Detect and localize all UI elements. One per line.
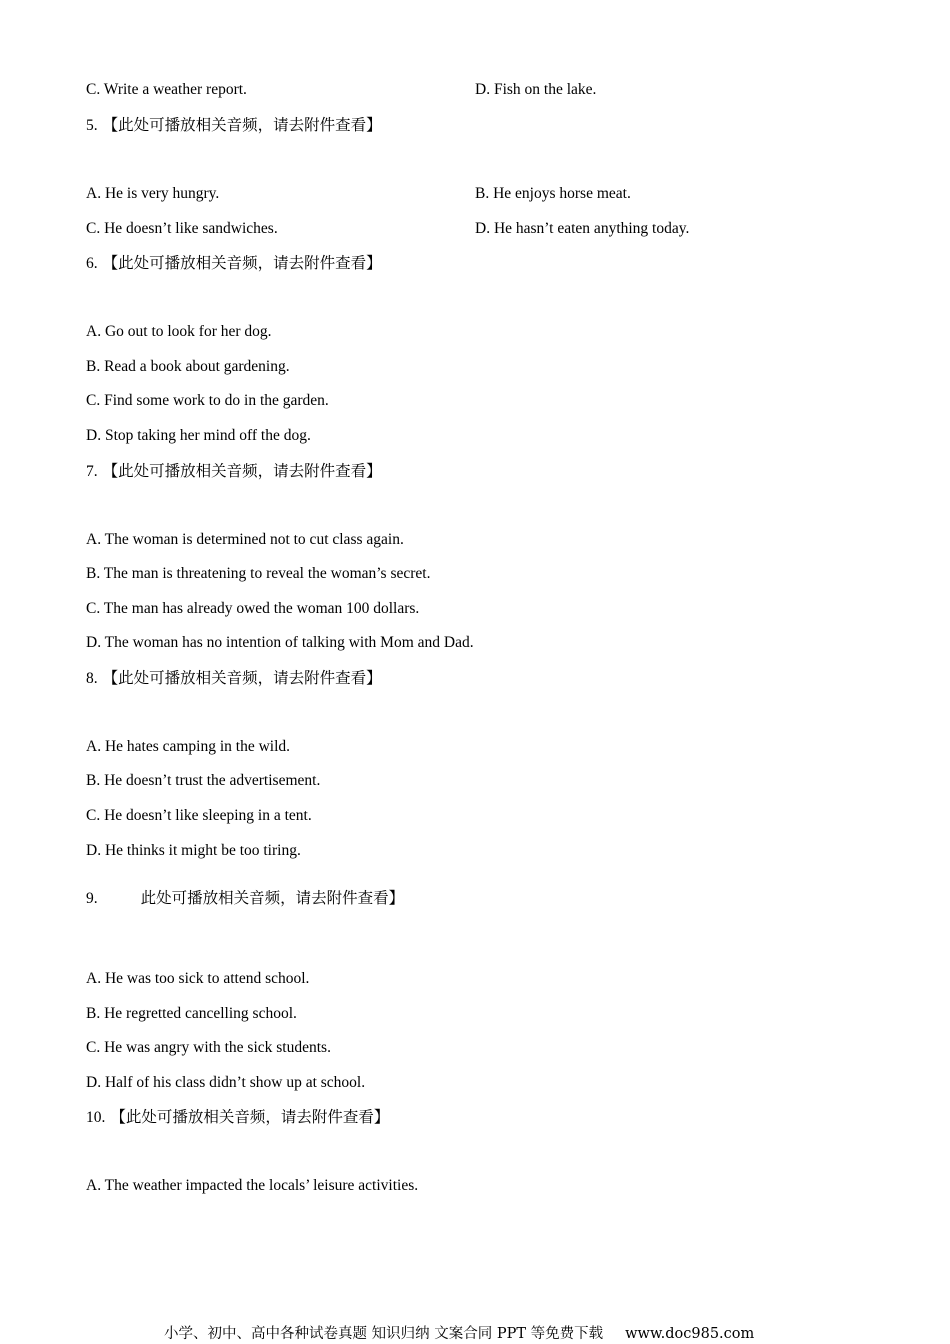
question-number: 8.: [86, 670, 98, 687]
audio-placeholder-text: 【此处可播放相关音频，请去附件查看】: [110, 1108, 390, 1126]
option-7b: B. The man is threatening to reveal the woman’s secret.: [86, 565, 431, 582]
option-7a: A. The woman is determined not to cut class again.: [86, 531, 404, 548]
question-7-heading: [86, 461, 382, 482]
option-5a: A. He is very hungry.: [86, 185, 220, 202]
option-9a: A. He was too sick to attend school.: [86, 970, 310, 987]
option-5c: C. He doesn’t like sandwiches.: [86, 220, 278, 237]
option-4d: D. Fish on the lake.: [475, 81, 597, 98]
option-6a: A. Go out to look for her dog.: [86, 323, 272, 340]
option-8c: C. He doesn’t like sleeping in a tent.: [86, 807, 312, 824]
question-number: 5.: [86, 117, 98, 134]
option-7c: C. The man has already owed the woman 100 dollars.: [86, 600, 420, 617]
option-6b: B. Read a book about gardening.: [86, 358, 290, 375]
question-number: 7.: [86, 463, 98, 480]
audio-placeholder-text: 【此处可播放相关音频，请去附件查看】: [102, 254, 382, 272]
option-5b: B. He enjoys horse meat.: [475, 185, 631, 202]
option-10a: A. The weather impacted the locals’ leisure activities.: [86, 1177, 419, 1194]
option-9c: C. He was angry with the sick students.: [86, 1039, 331, 1056]
footer-url[interactable]: www.doc985.com: [625, 1326, 755, 1342]
audio-placeholder-text: 【此处可播放相关音频，请去附件查看】: [102, 462, 382, 480]
option-7d: D. The woman has no intention of talking with Mom and Dad.: [86, 634, 474, 651]
question-number: 6.: [86, 255, 98, 272]
question-number: 9.: [86, 890, 98, 907]
option-8a: A. He hates camping in the wild.: [86, 738, 291, 755]
audio-placeholder-text: 此处可播放相关音频，请去附件查看】: [140, 889, 405, 907]
option-8d: D. He thinks it might be too tiring.: [86, 842, 301, 859]
audio-placeholder-text: 【此处可播放相关音频，请去附件查看】: [102, 116, 382, 134]
option-6c: C. Find some work to do in the garden.: [86, 392, 329, 409]
question-number: 10.: [86, 1109, 106, 1126]
footer-text: 小学、初中、高中各种试卷真题 知识归纳 文案合同 PPT 等免费下载: [164, 1326, 604, 1342]
question-9-heading: [86, 888, 404, 909]
option-8b: B. He doesn’t trust the advertisement.: [86, 772, 321, 789]
question-5-heading: [86, 115, 382, 136]
audio-placeholder-text: 【此处可播放相关音频，请去附件查看】: [102, 669, 382, 687]
option-9b: B. He regretted cancelling school.: [86, 1005, 297, 1022]
question-6-heading: [86, 253, 382, 274]
option-4c: C. Write a weather report.: [86, 81, 247, 98]
option-5d: D. He hasn’t eaten anything today.: [475, 220, 690, 237]
question-10-heading: [86, 1107, 389, 1128]
option-9d: D. Half of his class didn’t show up at school.: [86, 1074, 366, 1091]
option-6d: D. Stop taking her mind off the dog.: [86, 427, 311, 444]
question-8-heading: [86, 668, 382, 689]
page-footer: [164, 1324, 754, 1344]
